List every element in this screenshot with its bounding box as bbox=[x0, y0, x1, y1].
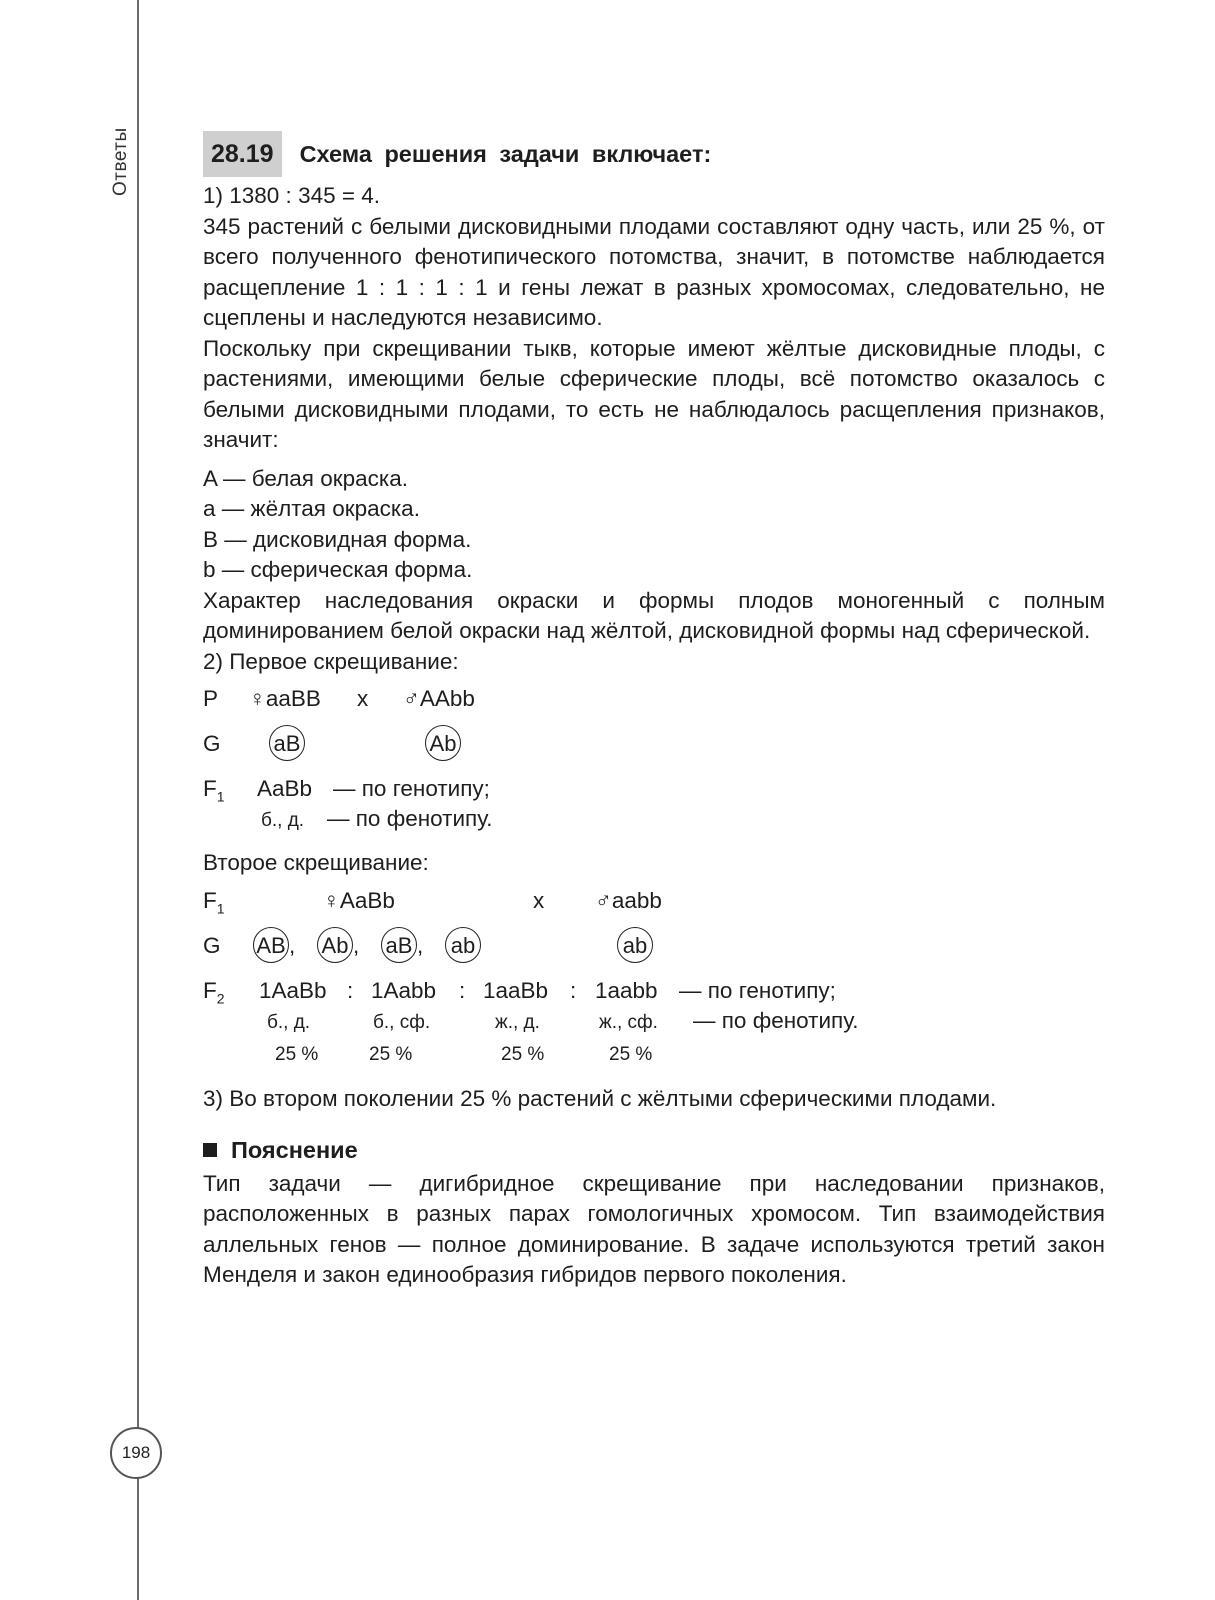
paragraph-first-cross-reasoning: Поскольку при скрещивании тыкв, которые имеют жёлтые дисковидные плоды, с растениями, имеющими белые сферические плоды, всё потомство оказалось с белыми дисковидными плодами, то есть не наблюдалось расщепления признаков, значит: bbox=[203, 335, 1105, 452]
gamete: ab bbox=[445, 927, 481, 963]
gamete-circle: Ab , bbox=[317, 931, 359, 963]
percent: 25 % bbox=[609, 1043, 653, 1065]
ratio-separator: : bbox=[570, 977, 577, 1003]
allele-item: B — дисковидная форма. bbox=[203, 526, 472, 552]
f2-genotype: 1Aabb bbox=[371, 977, 437, 1003]
percent: 25 % bbox=[501, 1043, 545, 1065]
p-label: P bbox=[203, 686, 219, 711]
f2-phenotype: ж., д. bbox=[495, 1011, 540, 1033]
gamete: ab bbox=[617, 927, 653, 963]
paragraph-inheritance-type: Характер наследования окраски и формы плодов моногенный с полным доминированием белой окраски над жёлтой, дисковидной формы над сферической. bbox=[203, 587, 1105, 643]
f-subscript: 2 bbox=[216, 990, 225, 1006]
percent: 25 % bbox=[369, 1043, 413, 1065]
gamete: aB bbox=[269, 725, 305, 761]
gamete-circle bbox=[445, 931, 481, 963]
f2-genotype: 1AaBb bbox=[259, 977, 327, 1003]
explanation-title: Пояснение bbox=[231, 1137, 358, 1163]
phenotype-caption: — по фенотипу. bbox=[327, 806, 493, 831]
female-parent: ♀AaBb bbox=[323, 887, 395, 913]
gamete-circle: AB , bbox=[253, 931, 295, 963]
allele-item: b — сферическая форма. bbox=[203, 557, 473, 582]
ratio-separator: : bbox=[347, 977, 354, 1003]
parents-row bbox=[203, 886, 1105, 916]
f2-phenotype: б., д. bbox=[267, 1011, 311, 1033]
page-number: 198 bbox=[110, 1427, 162, 1479]
allele-item: A — белая окраска. bbox=[203, 465, 408, 491]
f2-genotype: 1aabb bbox=[595, 977, 658, 1003]
answer-content bbox=[203, 131, 1105, 1291]
gamete-circle bbox=[425, 729, 461, 761]
step-1: 1) 1380 : 345 = 4. bbox=[203, 183, 381, 208]
g-label: G bbox=[203, 932, 221, 958]
gamete: AB bbox=[253, 927, 289, 963]
explanation-text: Тип задачи — дигибридное скрещивание при наследовании признаков, расположенных в разных парах гомологичных хромосом. Тип взаимодействия аллельных генов — полное доминирование. В задаче используются третий закон Менделя и закон единообразия гибридов первого поколения. bbox=[203, 1170, 1105, 1287]
second-cross-scheme bbox=[203, 886, 1105, 1070]
gamete-circle bbox=[617, 931, 653, 963]
parents-row bbox=[203, 684, 1105, 714]
percent: 25 % bbox=[275, 1043, 319, 1065]
explanation-heading bbox=[203, 1135, 1105, 1167]
gametes-row bbox=[203, 729, 1105, 759]
gamete-circle: aB , bbox=[381, 931, 423, 963]
f-letter: F bbox=[203, 776, 217, 801]
section-side-label: Ответы bbox=[110, 127, 131, 196]
female-parent: ♀aaBB bbox=[249, 686, 321, 711]
male-parent: ♂aabb bbox=[595, 887, 662, 913]
f-letter: F bbox=[203, 977, 217, 1003]
g-label: G bbox=[203, 731, 221, 756]
f1-phenotype: б., д. bbox=[261, 810, 305, 831]
paragraph-split-ratio: 345 растений с белыми дисковидными плодами составляют одну часть, или 25 %, от всего полученного фенотипического потомства, значит, в потомстве наблюдается расщепление 1 : 1 : 1 : 1 и гены лежат в разных хромосомах, следовательно, не сцеплены и наследуются независимо. bbox=[203, 213, 1105, 330]
f-letter: F bbox=[203, 887, 217, 913]
f1-phenotype-row bbox=[203, 804, 1105, 834]
f1-genotype-row bbox=[203, 774, 1105, 804]
genotype-caption: — по генотипу; bbox=[679, 977, 836, 1003]
f2-percent-row bbox=[203, 1040, 1105, 1070]
gamete: Ab bbox=[425, 725, 461, 761]
margin-line bbox=[137, 0, 139, 1600]
f2-phenotype: б., сф. bbox=[373, 1011, 431, 1033]
genotype-caption: — по генотипу; bbox=[333, 776, 490, 801]
f2-genotype-row bbox=[203, 976, 1105, 1006]
allele-list bbox=[203, 464, 1105, 586]
f2-genotype: 1aaBb bbox=[483, 977, 549, 1003]
f2-phenotype: ж., сф. bbox=[599, 1011, 658, 1033]
cross-sign: x bbox=[533, 887, 545, 913]
f-subscript: 1 bbox=[216, 900, 225, 916]
first-cross-scheme bbox=[203, 684, 1105, 834]
f-subscript: 1 bbox=[216, 788, 225, 805]
step-2: 2) Первое скрещивание: bbox=[203, 648, 459, 674]
gamete: aB bbox=[381, 927, 417, 963]
gametes-row bbox=[203, 931, 1105, 961]
f2-phenotype-row bbox=[203, 1006, 1105, 1036]
task-header bbox=[203, 131, 1105, 177]
allele-item: a — жёлтая окраска. bbox=[203, 496, 420, 521]
p-label bbox=[203, 886, 225, 924]
phenotype-caption: — по фенотипу. bbox=[693, 1007, 859, 1033]
male-parent: ♂AAbb bbox=[403, 686, 475, 711]
task-title: Схема решения задачи включает: bbox=[299, 140, 712, 167]
gamete-circle bbox=[269, 729, 305, 761]
task-number: 28.19 bbox=[203, 131, 282, 177]
f1-genotype: AaBb bbox=[257, 776, 313, 801]
gamete: Ab bbox=[317, 927, 353, 963]
cross-sign: x bbox=[357, 686, 369, 711]
step-3: 3) Во втором поколении 25 % растений с жёлтыми сферическими плодами. bbox=[203, 1085, 997, 1111]
square-bullet-icon bbox=[203, 1143, 217, 1157]
ratio-separator: : bbox=[459, 977, 466, 1003]
second-cross-title: Второе скрещивание: bbox=[203, 850, 429, 875]
